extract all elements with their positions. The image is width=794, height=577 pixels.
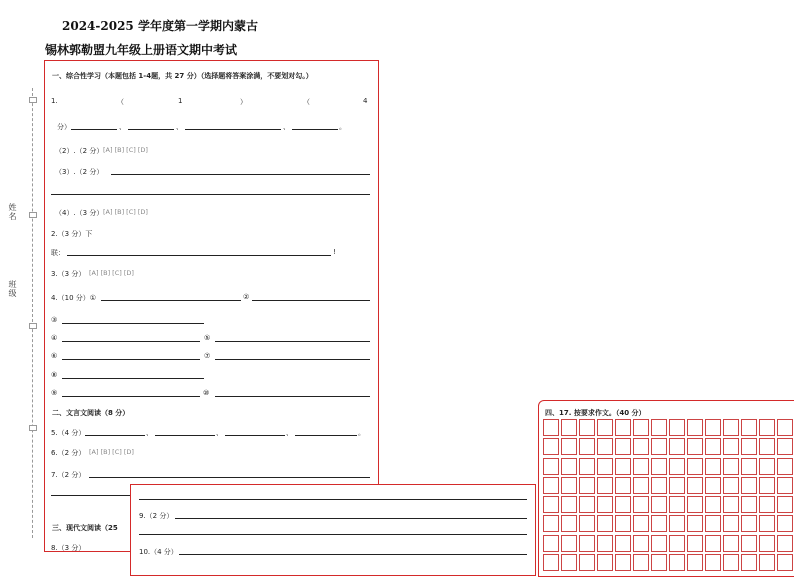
q9-blank[interactable]	[175, 518, 527, 519]
q2-label: 2.（3 分）下	[51, 230, 93, 238]
q1-2-options[interactable]: [A] [B] [C] [D]	[103, 146, 148, 154]
q1-2-label: （2）.（2 分）	[55, 147, 104, 155]
q5-label: 5.（4 分）	[51, 429, 86, 437]
q4-circle-7: ⑦	[204, 352, 211, 360]
q4-blank-10[interactable]	[215, 396, 370, 397]
q1-num: 1	[178, 97, 183, 105]
q4-blank-4[interactable]	[62, 341, 200, 342]
q4-circle-3: ③	[51, 316, 58, 324]
q4-circle-8: ⑧	[51, 371, 58, 379]
q5-sep: 、	[286, 429, 293, 437]
binding-tick	[29, 323, 37, 329]
class-label: 班级	[8, 280, 17, 298]
q2-end: !	[333, 248, 336, 256]
q5-sep: 、	[146, 429, 153, 437]
q4-circle-5: ⑤	[204, 334, 211, 342]
q4-circle-6: ⑥	[51, 352, 58, 360]
q1-end: 。	[339, 123, 346, 131]
q3-options[interactable]: [A] [B] [C] [D]	[89, 269, 134, 277]
q1-blank-2[interactable]	[128, 129, 174, 130]
q7-blank-2[interactable]	[51, 495, 131, 496]
q1-4-options[interactable]: [A] [B] [C] [D]	[103, 208, 148, 216]
binding-tick	[29, 212, 37, 218]
q1-sep: 、	[176, 123, 183, 131]
q1-label: 1.	[51, 97, 58, 105]
exam-title-line2: 锡林郭勒盟九年级上册语文期中考试	[45, 43, 238, 57]
exam-title-line1: 2024-2025 学年度第一学期内蒙古	[62, 19, 258, 33]
q4-label: 4.（10 分）①	[51, 294, 97, 302]
q4-blank-3[interactable]	[62, 323, 204, 324]
grid-row	[543, 458, 794, 475]
section4-title: 四、17. 按要求作文。（40 分）	[545, 409, 646, 417]
q7-label: 7.（2 分）	[51, 471, 86, 479]
answer-sheet-middle	[130, 484, 536, 576]
q1-blank-3[interactable]	[185, 129, 281, 130]
q4-blank-7[interactable]	[215, 359, 370, 360]
q4-blank-2[interactable]	[252, 300, 370, 301]
binding-line	[32, 88, 33, 538]
q1-blank-4[interactable]	[292, 129, 338, 130]
q5-end: 。	[358, 429, 365, 437]
grid-row	[543, 477, 794, 494]
q4-circle-4: ④	[51, 334, 58, 342]
q2-line2-prefix: 联：	[51, 249, 65, 257]
q9-label: 9.（2 分）	[139, 512, 174, 520]
q4-blank-8[interactable]	[62, 378, 204, 379]
binding-tick	[29, 425, 37, 431]
composition-grid[interactable]	[543, 419, 794, 573]
q8-blank[interactable]	[139, 499, 527, 500]
q9-blank-2[interactable]	[139, 534, 527, 535]
section3-title: 三、现代文阅读（25	[52, 524, 118, 532]
q5-blank-1[interactable]	[85, 435, 145, 436]
grid-row	[543, 419, 794, 436]
q10-blank[interactable]	[179, 554, 527, 555]
q5-blank-4[interactable]	[295, 435, 357, 436]
q5-blank-3[interactable]	[225, 435, 285, 436]
q1-3-blank-2[interactable]	[51, 194, 370, 195]
grid-row	[543, 535, 794, 552]
q5-blank-2[interactable]	[155, 435, 215, 436]
q4-circle-2: ②	[243, 293, 250, 301]
q7-blank[interactable]	[89, 477, 370, 478]
q4-blank-6[interactable]	[62, 359, 200, 360]
grid-row	[543, 554, 794, 571]
q1-paren-close: ）	[240, 98, 247, 106]
q1-paren2: （	[303, 98, 310, 106]
q4-blank-9[interactable]	[62, 396, 200, 397]
binding-tick	[29, 97, 37, 103]
section1-title: 一、综合性学习（本题包括 1-4题，共 27 分）（选择题将答案涂满，不要划对勾。）	[52, 72, 313, 80]
q10-label: 10.（4 分）	[139, 548, 178, 556]
q1-sep: 、	[283, 123, 290, 131]
q1-paren-open: （	[117, 98, 124, 106]
q1-line2-prefix: 分）	[57, 123, 71, 131]
grid-row	[543, 496, 794, 513]
q6-options[interactable]: [A] [B] [C] [D]	[89, 448, 134, 456]
q4-circle-9: ⑨	[51, 389, 58, 397]
q2-blank[interactable]	[67, 255, 331, 256]
q1-blank-1[interactable]	[71, 129, 117, 130]
q8-label: 8.（3 分）	[51, 544, 86, 552]
q4-blank-5[interactable]	[215, 341, 370, 342]
q1-num2: 4	[363, 97, 368, 105]
q5-sep: 、	[216, 429, 223, 437]
grid-row	[543, 438, 794, 455]
q4-circle-10: ⑩	[203, 389, 210, 397]
name-label: 姓名	[8, 203, 17, 221]
q1-sep: 、	[119, 123, 126, 131]
grid-row	[543, 515, 794, 532]
answer-sheet-main	[44, 60, 379, 552]
q1-3-label: （3）.（2 分）	[55, 168, 104, 176]
q3-label: 3.（3 分）	[51, 270, 86, 278]
q6-label: 6.（2 分）	[51, 449, 86, 457]
section2-title: 二、文言文阅读（8 分）	[52, 409, 130, 417]
q1-3-blank[interactable]	[111, 174, 370, 175]
q4-blank-1[interactable]	[101, 300, 241, 301]
answer-sheet-composition	[538, 400, 794, 577]
q1-4-label: （4）.（3 分）	[55, 209, 104, 217]
